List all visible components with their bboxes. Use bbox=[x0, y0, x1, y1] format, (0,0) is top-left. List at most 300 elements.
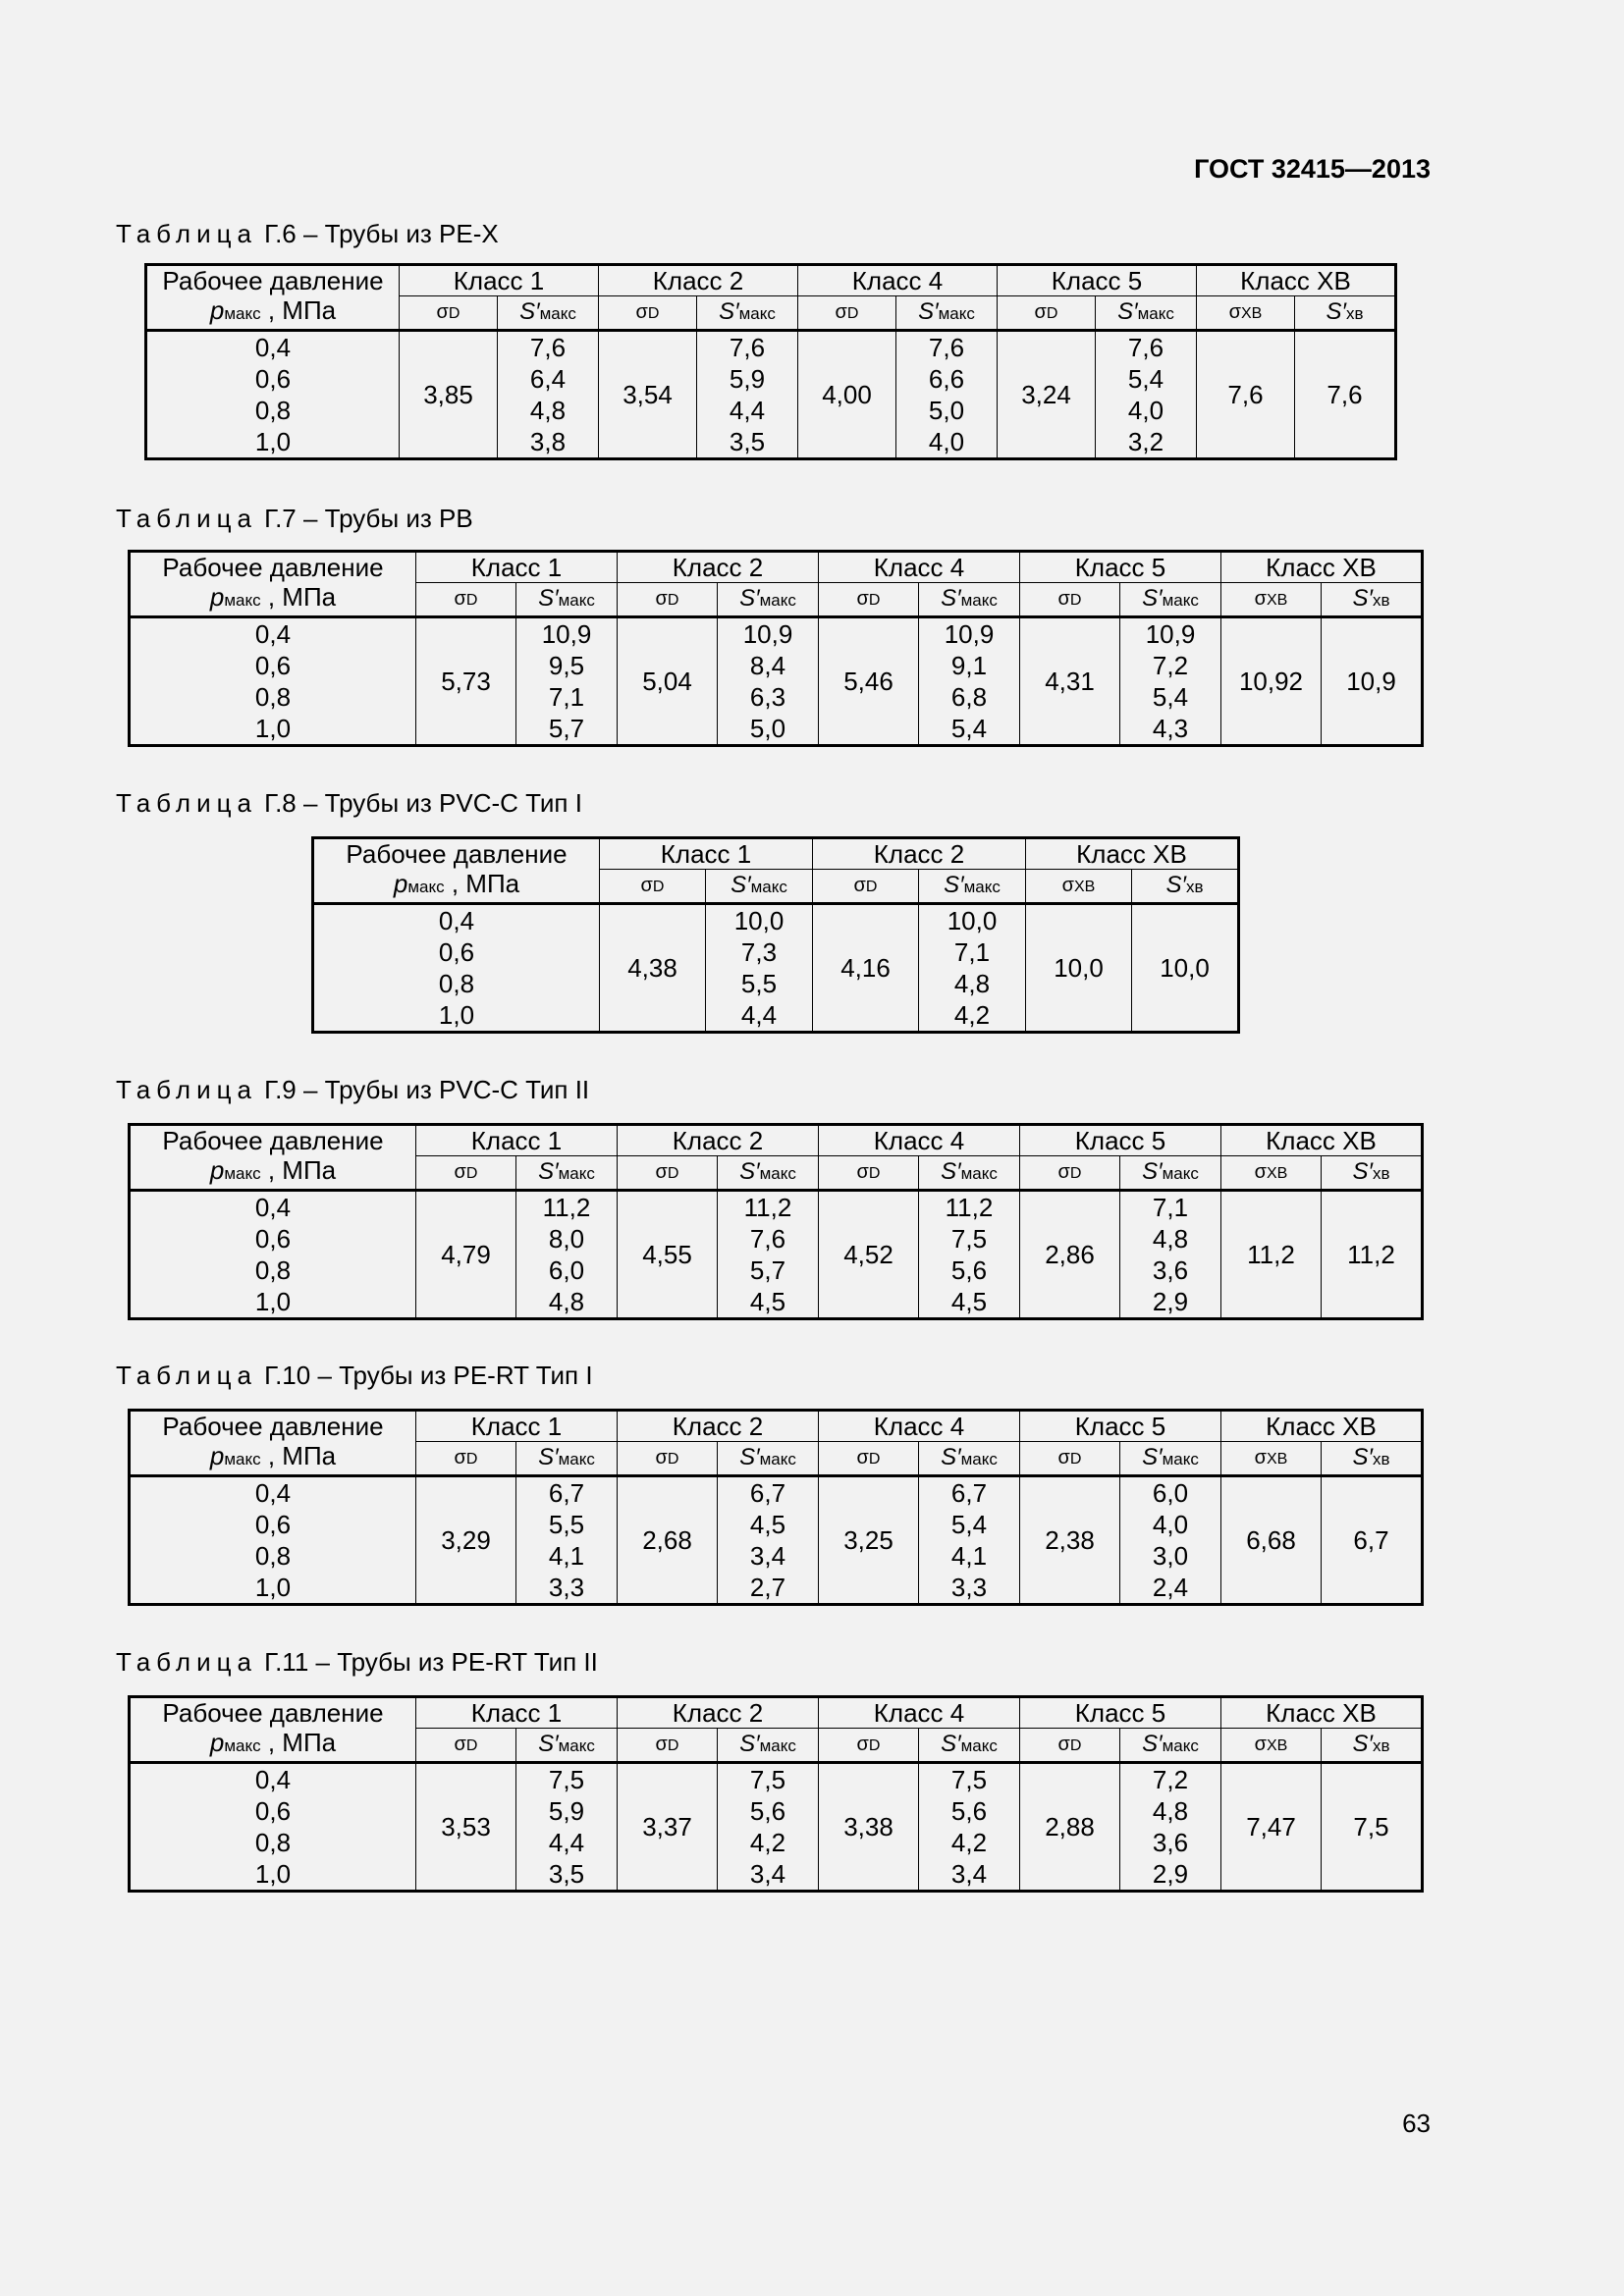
s-max-value: 7,1 bbox=[953, 937, 991, 967]
s-max-value: 4,4 bbox=[729, 396, 766, 425]
table-caption bbox=[116, 504, 473, 534]
pressure-symbol-subscript: макс bbox=[224, 1164, 261, 1183]
s-subscript: макс bbox=[759, 1735, 796, 1755]
sigma-subscript: D bbox=[448, 304, 460, 322]
sigma-value: 5,46 bbox=[819, 617, 919, 746]
sigma-header bbox=[819, 1156, 919, 1191]
sigma-symbol: σ bbox=[1057, 1160, 1070, 1183]
s-symbol: S bbox=[1142, 1443, 1159, 1470]
s-max-values bbox=[1120, 1191, 1221, 1319]
sigma-subscript: ХВ bbox=[1267, 1164, 1288, 1182]
s-max-value: 7,1 bbox=[548, 682, 585, 712]
class-xb-header: Класс ХВ bbox=[1221, 1125, 1423, 1156]
sigma-symbol: σ bbox=[1254, 1160, 1267, 1183]
class-header: Класс 4 bbox=[798, 265, 998, 296]
s-max-value: 5,7 bbox=[548, 714, 585, 743]
s-max-value: 4,5 bbox=[749, 1287, 786, 1316]
sigma-symbol: σ bbox=[1057, 1446, 1070, 1468]
s-max-values bbox=[919, 1476, 1020, 1605]
s-max-value: 7,3 bbox=[740, 937, 778, 967]
s-max-values bbox=[718, 1191, 819, 1319]
table-body-row bbox=[313, 904, 1239, 1033]
s-symbol: S bbox=[1142, 584, 1159, 612]
s-xb-value: 7,5 bbox=[1322, 1763, 1423, 1892]
s-max-values bbox=[516, 1476, 618, 1605]
pressure-value: 0,8 bbox=[254, 1255, 292, 1285]
s-max-value: 6,7 bbox=[548, 1478, 585, 1508]
sigma-value: 3,29 bbox=[416, 1476, 516, 1605]
s-subscript: макс bbox=[963, 877, 1001, 896]
pressure-values bbox=[130, 1191, 416, 1319]
table-caption-label: Таблица bbox=[116, 504, 257, 533]
s-max-value: 4,8 bbox=[529, 396, 567, 425]
sigma-subscript: ХВ bbox=[1267, 1736, 1288, 1754]
sigma-value: 3,53 bbox=[416, 1763, 516, 1892]
s-symbol: S bbox=[944, 871, 960, 898]
sigma-symbol: σ bbox=[1254, 587, 1267, 610]
sigma-symbol: σ bbox=[1061, 874, 1074, 896]
document-code: ГОСТ 32415—2013 bbox=[1194, 154, 1431, 184]
s-symbol: S bbox=[719, 297, 735, 325]
s-max-value: 3,4 bbox=[950, 1859, 988, 1889]
sigma-header bbox=[618, 1156, 718, 1191]
s-symbol: S bbox=[1352, 1157, 1369, 1185]
s-max-values bbox=[516, 1191, 618, 1319]
s-max-value: 7,6 bbox=[729, 333, 766, 362]
s-max-value: 10,9 bbox=[1145, 619, 1196, 649]
s-symbol: S bbox=[1142, 1730, 1159, 1757]
pressure-header bbox=[130, 552, 416, 617]
s-max-header bbox=[919, 1729, 1020, 1763]
table-caption-title: Г.11 – Трубы из PE-RT Тип II bbox=[256, 1647, 598, 1677]
sigma-subscript: D bbox=[1069, 1164, 1082, 1182]
s-max-value: 5,6 bbox=[950, 1255, 988, 1285]
pressure-value: 0,6 bbox=[438, 937, 475, 967]
s-max-header bbox=[718, 583, 819, 617]
sigma-header bbox=[819, 1442, 919, 1476]
s-max-value: 7,1 bbox=[1152, 1193, 1189, 1222]
sigma-value: 3,54 bbox=[599, 331, 697, 459]
sigma-symbol: σ bbox=[835, 300, 847, 323]
s-subscript: макс bbox=[1137, 303, 1174, 323]
s-max-value: 4,0 bbox=[1152, 1510, 1189, 1539]
s-subscript: макс bbox=[759, 590, 796, 610]
s-max-values bbox=[1096, 331, 1197, 459]
s-subscript: макс bbox=[750, 877, 787, 896]
pressure-header-line1: Рабочее давление bbox=[162, 1698, 384, 1728]
s-max-value: 3,4 bbox=[749, 1859, 786, 1889]
sigma-symbol: σ bbox=[856, 1733, 869, 1755]
s-subscript: макс bbox=[759, 1163, 796, 1183]
pressure-symbol: p bbox=[209, 1441, 225, 1470]
pressure-values bbox=[313, 904, 600, 1033]
s-max-value: 4,2 bbox=[953, 1000, 991, 1030]
pressure-symbol: p bbox=[209, 582, 225, 612]
pressure-value: 0,4 bbox=[254, 619, 292, 649]
pressure-header bbox=[130, 1411, 416, 1476]
sigma-subscript: D bbox=[865, 878, 878, 895]
prime-symbol: ′ bbox=[956, 1157, 961, 1185]
pressure-value: 0,4 bbox=[438, 906, 475, 935]
pressure-unit: , МПа bbox=[260, 582, 337, 612]
sigma-value: 3,37 bbox=[618, 1763, 718, 1892]
pressure-value: 0,4 bbox=[254, 1478, 292, 1508]
prime-symbol: ′ bbox=[1368, 1443, 1373, 1470]
s-max-value: 4,5 bbox=[749, 1510, 786, 1539]
prime-symbol: ′ bbox=[1158, 584, 1163, 612]
class-header: Класс 4 bbox=[819, 1411, 1020, 1442]
s-symbol: S bbox=[1117, 297, 1134, 325]
s-max-header bbox=[718, 1442, 819, 1476]
class-header: Класс 2 bbox=[618, 1411, 819, 1442]
prime-symbol: ′ bbox=[554, 584, 559, 612]
pressure-header-line1: Рабочее давление bbox=[162, 553, 384, 582]
s-max-value: 2,9 bbox=[1152, 1859, 1189, 1889]
s-max-values bbox=[718, 617, 819, 746]
s-subscript: макс bbox=[558, 1163, 595, 1183]
s-max-value: 7,6 bbox=[928, 333, 965, 362]
s-max-value: 7,5 bbox=[950, 1765, 988, 1794]
table-body-row bbox=[130, 617, 1423, 746]
s-max-header bbox=[1322, 1442, 1423, 1476]
s-max-values bbox=[516, 1763, 618, 1892]
pressure-values bbox=[130, 1763, 416, 1892]
s-max-value: 5,6 bbox=[950, 1796, 988, 1826]
table-body-row bbox=[130, 1763, 1423, 1892]
s-max-header bbox=[1132, 870, 1239, 904]
s-symbol: S bbox=[538, 584, 555, 612]
s-max-header bbox=[919, 583, 1020, 617]
prime-symbol: ′ bbox=[1341, 297, 1346, 325]
s-max-header bbox=[1096, 296, 1197, 331]
s-xb-value: 7,6 bbox=[1295, 331, 1396, 459]
prime-symbol: ′ bbox=[746, 871, 751, 898]
pipe-class-table bbox=[128, 1409, 1424, 1606]
sigma-header bbox=[1221, 1156, 1322, 1191]
pressure-symbol: p bbox=[209, 1155, 225, 1185]
s-max-value: 5,0 bbox=[749, 714, 786, 743]
table-caption-title: Г.10 – Трубы из PE-RT Тип I bbox=[256, 1361, 593, 1390]
prime-symbol: ′ bbox=[934, 297, 939, 325]
s-max-value: 4,8 bbox=[953, 969, 991, 998]
sigma-symbol: σ bbox=[635, 300, 648, 323]
s-max-value: 5,6 bbox=[749, 1796, 786, 1826]
s-max-value: 3,3 bbox=[950, 1573, 988, 1602]
pressure-value: 1,0 bbox=[254, 1287, 292, 1316]
sigma-value: 5,04 bbox=[618, 617, 718, 746]
s-max-value: 4,8 bbox=[548, 1287, 585, 1316]
sigma-value: 4,79 bbox=[416, 1191, 516, 1319]
sigma-header bbox=[599, 296, 697, 331]
s-max-value: 6,3 bbox=[749, 682, 786, 712]
prime-symbol: ′ bbox=[554, 1157, 559, 1185]
pressure-value: 0,6 bbox=[254, 1510, 292, 1539]
sigma-header bbox=[416, 583, 516, 617]
sigma-symbol: σ bbox=[454, 1446, 466, 1468]
class-header: Класс 1 bbox=[416, 1125, 618, 1156]
pipe-class-table bbox=[128, 1695, 1424, 1893]
s-max-value: 6,7 bbox=[950, 1478, 988, 1508]
class-header: Класс 5 bbox=[998, 265, 1197, 296]
sigma-value: 3,38 bbox=[819, 1763, 919, 1892]
s-subscript: макс bbox=[1162, 1449, 1199, 1468]
s-max-header bbox=[516, 1156, 618, 1191]
s-symbol: S bbox=[918, 297, 935, 325]
s-max-value: 3,5 bbox=[548, 1859, 585, 1889]
s-max-values bbox=[498, 331, 599, 459]
s-symbol: S bbox=[538, 1443, 555, 1470]
sigma-subscript: D bbox=[868, 1164, 881, 1182]
s-max-value: 3,6 bbox=[1152, 1255, 1189, 1285]
prime-symbol: ′ bbox=[1181, 871, 1186, 898]
s-symbol: S bbox=[941, 1730, 957, 1757]
sigma-xb-value: 7,6 bbox=[1197, 331, 1295, 459]
sigma-symbol: σ bbox=[853, 874, 866, 896]
sigma-subscript: D bbox=[465, 1450, 478, 1468]
sigma-header bbox=[1197, 296, 1295, 331]
s-max-value: 10,9 bbox=[944, 619, 995, 649]
class-xb-header: Класс ХВ bbox=[1221, 1411, 1423, 1442]
s-max-header bbox=[919, 870, 1026, 904]
pressure-values bbox=[130, 617, 416, 746]
sigma-header bbox=[618, 1729, 718, 1763]
s-max-value: 10,0 bbox=[733, 906, 785, 935]
s-subscript: хв bbox=[1372, 1735, 1390, 1755]
s-max-values bbox=[919, 1763, 1020, 1892]
pressure-values bbox=[146, 331, 400, 459]
pipe-class-table bbox=[128, 1123, 1424, 1320]
pressure-value: 0,6 bbox=[254, 1796, 292, 1826]
s-max-value: 5,5 bbox=[740, 969, 778, 998]
s-max-values bbox=[919, 1191, 1020, 1319]
prime-symbol: ′ bbox=[734, 297, 739, 325]
table-caption-label: Таблица bbox=[116, 788, 257, 818]
pressure-unit: , МПа bbox=[260, 1441, 337, 1470]
sigma-subscript: D bbox=[1069, 1736, 1082, 1754]
s-max-value: 10,9 bbox=[541, 619, 592, 649]
prime-symbol: ′ bbox=[1158, 1443, 1163, 1470]
pressure-header bbox=[130, 1125, 416, 1191]
table-caption bbox=[116, 788, 582, 819]
s-max-header bbox=[718, 1729, 819, 1763]
pressure-value: 0,8 bbox=[254, 1828, 292, 1857]
header-row-classes bbox=[130, 1411, 1423, 1442]
class-header: Класс 5 bbox=[1020, 1697, 1221, 1729]
s-max-value: 5,4 bbox=[1127, 364, 1164, 394]
s-max-value: 3,6 bbox=[1152, 1828, 1189, 1857]
sigma-header bbox=[416, 1729, 516, 1763]
pressure-values bbox=[130, 1476, 416, 1605]
s-symbol: S bbox=[1352, 1443, 1369, 1470]
header-row-classes bbox=[313, 838, 1239, 870]
s-xb-value: 6,7 bbox=[1322, 1476, 1423, 1605]
table-body-row bbox=[130, 1476, 1423, 1605]
s-subscript: макс bbox=[558, 590, 595, 610]
sigma-xb-value: 10,0 bbox=[1026, 904, 1132, 1033]
s-max-value: 11,2 bbox=[743, 1193, 792, 1222]
pressure-value: 0,6 bbox=[254, 1224, 292, 1254]
sigma-value: 4,31 bbox=[1020, 617, 1120, 746]
s-subscript: макс bbox=[1162, 1163, 1199, 1183]
class-header: Класс 5 bbox=[1020, 552, 1221, 583]
pressure-value: 0,8 bbox=[438, 969, 475, 998]
sigma-subscript: D bbox=[465, 591, 478, 609]
sigma-value: 2,88 bbox=[1020, 1763, 1120, 1892]
s-max-value: 4,1 bbox=[950, 1541, 988, 1571]
s-max-value: 10,9 bbox=[742, 619, 793, 649]
sigma-subscript: D bbox=[667, 1450, 679, 1468]
sigma-subscript: D bbox=[667, 1164, 679, 1182]
s-subscript: хв bbox=[1372, 590, 1390, 610]
s-max-header bbox=[1120, 1156, 1221, 1191]
s-symbol: S bbox=[941, 584, 957, 612]
prime-symbol: ′ bbox=[755, 1443, 760, 1470]
sigma-subscript: D bbox=[667, 1736, 679, 1754]
s-max-value: 2,9 bbox=[1152, 1287, 1189, 1316]
sigma-subscript: D bbox=[846, 304, 859, 322]
s-max-header bbox=[516, 1442, 618, 1476]
pressure-symbol-subscript: макс bbox=[224, 1736, 261, 1755]
s-symbol: S bbox=[739, 584, 756, 612]
s-max-header bbox=[1120, 583, 1221, 617]
pressure-symbol-subscript: макс bbox=[224, 591, 261, 610]
pressure-symbol-subscript: макс bbox=[224, 1450, 261, 1468]
s-max-value: 4,5 bbox=[950, 1287, 988, 1316]
sigma-symbol: σ bbox=[856, 587, 869, 610]
s-max-value: 3,5 bbox=[729, 427, 766, 456]
s-subscript: макс bbox=[960, 1449, 998, 1468]
pressure-symbol: p bbox=[209, 295, 225, 325]
s-symbol: S bbox=[538, 1157, 555, 1185]
s-max-value: 6,0 bbox=[1152, 1478, 1189, 1508]
sigma-header bbox=[600, 870, 706, 904]
s-max-header bbox=[1295, 296, 1396, 331]
prime-symbol: ′ bbox=[755, 584, 760, 612]
s-max-value: 4,2 bbox=[749, 1828, 786, 1857]
s-max-value: 6,0 bbox=[548, 1255, 585, 1285]
sigma-header bbox=[1020, 583, 1120, 617]
s-max-values bbox=[718, 1476, 819, 1605]
prime-symbol: ′ bbox=[554, 1730, 559, 1757]
s-max-values bbox=[919, 617, 1020, 746]
s-subscript: макс bbox=[759, 1449, 796, 1468]
s-max-value: 5,5 bbox=[548, 1510, 585, 1539]
sigma-symbol: σ bbox=[1034, 300, 1047, 323]
s-max-value: 3,0 bbox=[1152, 1541, 1189, 1571]
sigma-subscript: D bbox=[465, 1164, 478, 1182]
s-max-header bbox=[718, 1156, 819, 1191]
s-max-value: 5,7 bbox=[749, 1255, 786, 1285]
s-max-header bbox=[498, 296, 599, 331]
sigma-header bbox=[1221, 583, 1322, 617]
sigma-symbol: σ bbox=[655, 1733, 668, 1755]
pressure-unit: , МПа bbox=[260, 295, 337, 325]
s-symbol: S bbox=[1352, 1730, 1369, 1757]
sigma-value: 4,52 bbox=[819, 1191, 919, 1319]
sigma-value: 3,25 bbox=[819, 1476, 919, 1605]
sigma-symbol: σ bbox=[856, 1160, 869, 1183]
sigma-header bbox=[819, 583, 919, 617]
pressure-value: 0,4 bbox=[254, 1765, 292, 1794]
pressure-value: 1,0 bbox=[254, 1859, 292, 1889]
s-max-value: 7,6 bbox=[749, 1224, 786, 1254]
sigma-value: 2,86 bbox=[1020, 1191, 1120, 1319]
pressure-header bbox=[146, 265, 400, 331]
prime-symbol: ′ bbox=[959, 871, 964, 898]
class-header: Класс 2 bbox=[599, 265, 798, 296]
class-xb-header: Класс ХВ bbox=[1221, 552, 1423, 583]
prime-symbol: ′ bbox=[1368, 1730, 1373, 1757]
sigma-header bbox=[416, 1156, 516, 1191]
s-max-value: 9,5 bbox=[548, 651, 585, 680]
table-caption-label: Таблица bbox=[116, 219, 257, 248]
sigma-symbol: σ bbox=[1057, 1733, 1070, 1755]
s-symbol: S bbox=[941, 1157, 957, 1185]
pressure-symbol-subscript: макс bbox=[407, 878, 445, 896]
sigma-symbol: σ bbox=[1254, 1733, 1267, 1755]
sigma-xb-value: 6,68 bbox=[1221, 1476, 1322, 1605]
sigma-header bbox=[416, 1442, 516, 1476]
pressure-unit: , МПа bbox=[260, 1728, 337, 1757]
s-max-value: 3,8 bbox=[529, 427, 567, 456]
class-header: Класс 4 bbox=[819, 1697, 1020, 1729]
prime-symbol: ′ bbox=[554, 1443, 559, 1470]
s-max-value: 5,4 bbox=[950, 1510, 988, 1539]
s-max-value: 2,4 bbox=[1152, 1573, 1189, 1602]
s-subscript: макс bbox=[558, 1449, 595, 1468]
sigma-subscript: ХВ bbox=[1074, 878, 1096, 895]
pressure-header bbox=[313, 838, 600, 904]
s-max-values bbox=[896, 331, 998, 459]
s-max-value: 4,0 bbox=[1127, 396, 1164, 425]
s-max-header bbox=[1120, 1442, 1221, 1476]
prime-symbol: ′ bbox=[956, 1443, 961, 1470]
sigma-symbol: σ bbox=[655, 587, 668, 610]
sigma-symbol: σ bbox=[454, 587, 466, 610]
sigma-symbol: σ bbox=[856, 1446, 869, 1468]
s-subscript: хв bbox=[1185, 877, 1204, 896]
s-subscript: хв bbox=[1372, 1449, 1390, 1468]
s-max-value: 4,0 bbox=[928, 427, 965, 456]
sigma-subscript: D bbox=[1069, 1450, 1082, 1468]
sigma-value: 5,73 bbox=[416, 617, 516, 746]
sigma-xb-value: 7,47 bbox=[1221, 1763, 1322, 1892]
sigma-value: 4,55 bbox=[618, 1191, 718, 1319]
pressure-symbol-subscript: макс bbox=[224, 304, 261, 323]
header-row-classes bbox=[130, 1125, 1423, 1156]
s-max-value: 7,2 bbox=[1152, 1765, 1189, 1794]
sigma-header bbox=[618, 583, 718, 617]
s-max-header bbox=[516, 583, 618, 617]
s-subscript: хв bbox=[1345, 303, 1364, 323]
s-subscript: макс bbox=[738, 303, 776, 323]
s-symbol: S bbox=[941, 1443, 957, 1470]
pressure-value: 0,4 bbox=[254, 333, 292, 362]
pressure-header-line1: Рабочее давление bbox=[162, 1126, 384, 1155]
s-subscript: хв bbox=[1372, 1163, 1390, 1183]
sigma-value: 4,16 bbox=[813, 904, 919, 1033]
sigma-symbol: σ bbox=[655, 1160, 668, 1183]
class-header: Класс 4 bbox=[819, 1125, 1020, 1156]
pressure-value: 1,0 bbox=[254, 1573, 292, 1602]
s-symbol: S bbox=[1165, 871, 1182, 898]
pressure-header-line1: Рабочее давление bbox=[162, 266, 384, 295]
s-max-header bbox=[697, 296, 798, 331]
class-xb-header: Класс ХВ bbox=[1197, 265, 1396, 296]
table-caption-title: Г.8 – Трубы из PVC-C Тип I bbox=[256, 788, 582, 818]
s-max-value: 4,1 bbox=[548, 1541, 585, 1571]
class-header: Класс 2 bbox=[618, 1697, 819, 1729]
